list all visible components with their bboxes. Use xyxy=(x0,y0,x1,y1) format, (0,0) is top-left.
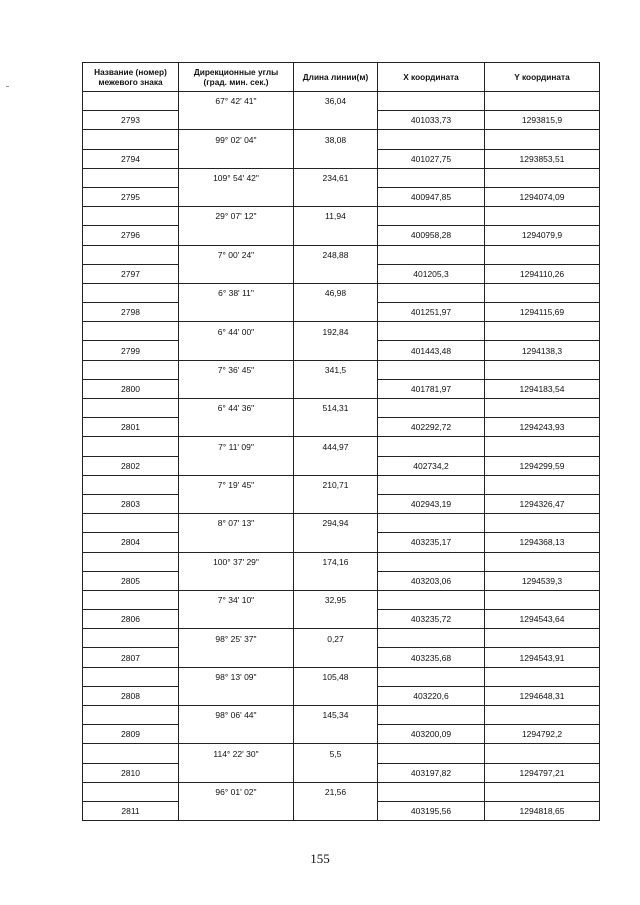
line-length-cell: 248,88 xyxy=(294,245,378,264)
y-coordinate-cell xyxy=(485,92,600,111)
x-coordinate-cell xyxy=(378,629,485,648)
marker-name-cell: 2798 xyxy=(83,303,179,322)
line-length-cell: 234,61 xyxy=(294,168,378,187)
table-row xyxy=(83,322,600,341)
line-length-cell xyxy=(294,801,378,820)
x-coordinate-cell xyxy=(378,322,485,341)
table-row xyxy=(83,571,600,590)
line-length-cell xyxy=(294,418,378,437)
marker-name-cell: 2804 xyxy=(83,533,179,552)
x-coordinate-cell: 403200,09 xyxy=(378,725,485,744)
table-row xyxy=(83,226,600,245)
x-coordinate-cell xyxy=(378,437,485,456)
header-marker-name: Название (номер) межевого знака xyxy=(83,63,179,92)
table-body xyxy=(83,92,600,821)
marker-name-cell xyxy=(83,590,179,609)
table-row xyxy=(83,533,600,552)
y-coordinate-cell: 1294797,21 xyxy=(485,763,600,782)
line-length-cell xyxy=(294,571,378,590)
y-coordinate-cell xyxy=(485,130,600,149)
x-coordinate-cell: 402292,72 xyxy=(378,418,485,437)
directional-angle-cell: 7° 11' 09" xyxy=(179,437,294,456)
x-coordinate-cell: 401781,97 xyxy=(378,379,485,398)
header-directional-angles: Дирекционные углы (град. мин. сек.) xyxy=(179,63,294,92)
y-coordinate-cell: 1294299,59 xyxy=(485,456,600,475)
line-length-cell: 0,27 xyxy=(294,629,378,648)
directional-angle-cell xyxy=(179,648,294,667)
y-coordinate-cell xyxy=(485,475,600,494)
marker-name-cell xyxy=(83,706,179,725)
line-length-cell xyxy=(294,686,378,705)
directional-angle-cell xyxy=(179,801,294,820)
directional-angle-cell: 100° 37' 29" xyxy=(179,552,294,571)
x-coordinate-cell: 401443,48 xyxy=(378,341,485,360)
line-length-cell xyxy=(294,763,378,782)
directional-angle-cell: 7° 34' 10" xyxy=(179,590,294,609)
line-length-cell xyxy=(294,610,378,629)
x-coordinate-cell: 401205,3 xyxy=(378,264,485,283)
marker-name-cell: 2796 xyxy=(83,226,179,245)
x-coordinate-cell xyxy=(378,782,485,801)
y-coordinate-cell xyxy=(485,283,600,302)
line-length-cell: 32,95 xyxy=(294,590,378,609)
marker-name-cell: 2802 xyxy=(83,456,179,475)
directional-angle-cell: 99° 02' 04" xyxy=(179,130,294,149)
line-length-cell: 210,71 xyxy=(294,475,378,494)
x-coordinate-cell: 401033,73 xyxy=(378,111,485,130)
y-coordinate-cell: 1294543,91 xyxy=(485,648,600,667)
y-coordinate-cell: 1294648,31 xyxy=(485,686,600,705)
table-row xyxy=(83,494,600,513)
line-length-cell xyxy=(294,187,378,206)
x-coordinate-cell xyxy=(378,399,485,418)
x-coordinate-cell xyxy=(378,744,485,763)
directional-angle-cell xyxy=(179,264,294,283)
table-row xyxy=(83,264,600,283)
table-row xyxy=(83,418,600,437)
marker-name-cell: 2794 xyxy=(83,149,179,168)
table-row xyxy=(83,801,600,820)
table-row xyxy=(83,667,600,686)
x-coordinate-cell xyxy=(378,590,485,609)
line-length-cell: 21,56 xyxy=(294,782,378,801)
line-length-cell: 5,5 xyxy=(294,744,378,763)
marker-name-cell xyxy=(83,322,179,341)
marker-name-cell xyxy=(83,744,179,763)
y-coordinate-cell xyxy=(485,245,600,264)
directional-angle-cell: 109° 54' 42" xyxy=(179,168,294,187)
y-coordinate-cell xyxy=(485,706,600,725)
x-coordinate-cell: 400958,28 xyxy=(378,226,485,245)
x-coordinate-cell xyxy=(378,667,485,686)
y-coordinate-cell: 1294543,64 xyxy=(485,610,600,629)
marker-name-cell: 2808 xyxy=(83,686,179,705)
table-row xyxy=(83,130,600,149)
marker-name-cell xyxy=(83,92,179,111)
marker-name-cell: 2797 xyxy=(83,264,179,283)
x-coordinate-cell xyxy=(378,706,485,725)
x-coordinate-cell: 401027,75 xyxy=(378,149,485,168)
directional-angle-cell xyxy=(179,341,294,360)
table-row xyxy=(83,706,600,725)
table-row xyxy=(83,283,600,302)
directional-angle-cell: 98° 06' 44" xyxy=(179,706,294,725)
marker-name-cell: 2810 xyxy=(83,763,179,782)
x-coordinate-cell xyxy=(378,552,485,571)
x-coordinate-cell xyxy=(378,168,485,187)
x-coordinate-cell: 403235,72 xyxy=(378,610,485,629)
header-x-coordinate: X координата xyxy=(378,63,485,92)
y-coordinate-cell: 1294539,3 xyxy=(485,571,600,590)
line-length-cell xyxy=(294,379,378,398)
y-coordinate-cell xyxy=(485,552,600,571)
table-row xyxy=(83,245,600,264)
directional-angle-cell xyxy=(179,571,294,590)
marker-name-cell xyxy=(83,629,179,648)
y-coordinate-cell xyxy=(485,437,600,456)
line-length-cell: 174,16 xyxy=(294,552,378,571)
line-length-cell xyxy=(294,341,378,360)
table-row xyxy=(83,590,600,609)
line-length-cell xyxy=(294,648,378,667)
table-row xyxy=(83,92,600,111)
line-length-cell: 145,34 xyxy=(294,706,378,725)
line-length-cell xyxy=(294,226,378,245)
y-coordinate-cell xyxy=(485,667,600,686)
page-number: 155 xyxy=(310,851,330,866)
marker-name-cell xyxy=(83,207,179,226)
table-row xyxy=(83,648,600,667)
directional-angle-cell xyxy=(179,456,294,475)
directional-angle-cell: 7° 19' 45" xyxy=(179,475,294,494)
directional-angle-cell: 7° 00' 24" xyxy=(179,245,294,264)
x-coordinate-cell xyxy=(378,283,485,302)
y-coordinate-cell: 1294326,47 xyxy=(485,494,600,513)
y-coordinate-cell xyxy=(485,399,600,418)
directional-angle-cell xyxy=(179,379,294,398)
marker-name-cell xyxy=(83,399,179,418)
x-coordinate-cell: 403235,17 xyxy=(378,533,485,552)
x-coordinate-cell: 402943,19 xyxy=(378,494,485,513)
x-coordinate-cell xyxy=(378,245,485,264)
table-header-row xyxy=(83,63,600,92)
table-row xyxy=(83,744,600,763)
directional-angle-cell xyxy=(179,725,294,744)
directional-angle-cell: 6° 44' 36" xyxy=(179,399,294,418)
y-coordinate-cell: 1294243,93 xyxy=(485,418,600,437)
y-coordinate-cell xyxy=(485,629,600,648)
directional-angle-cell xyxy=(179,418,294,437)
y-coordinate-cell: 1294368,13 xyxy=(485,533,600,552)
marker-name-cell xyxy=(83,475,179,494)
table-row xyxy=(83,763,600,782)
x-coordinate-cell xyxy=(378,207,485,226)
header-y-coordinate: Y координата xyxy=(485,63,600,92)
y-coordinate-cell: 1294110,26 xyxy=(485,264,600,283)
directional-angle-cell xyxy=(179,303,294,322)
directional-angle-cell: 6° 44' 00" xyxy=(179,322,294,341)
y-coordinate-cell: 1294079,9 xyxy=(485,226,600,245)
line-length-cell: 38,08 xyxy=(294,130,378,149)
table-row xyxy=(83,456,600,475)
directional-angle-cell: 6° 38' 11" xyxy=(179,283,294,302)
marker-name-cell xyxy=(83,245,179,264)
y-coordinate-cell: 1294115,69 xyxy=(485,303,600,322)
directional-angle-cell: 98° 25' 37" xyxy=(179,629,294,648)
marker-name-cell: 2803 xyxy=(83,494,179,513)
boundary-coordinates-table xyxy=(82,62,600,821)
x-coordinate-cell xyxy=(378,130,485,149)
table-row xyxy=(83,399,600,418)
table-row xyxy=(83,725,600,744)
directional-angle-cell xyxy=(179,149,294,168)
x-coordinate-cell: 402734,2 xyxy=(378,456,485,475)
directional-angle-cell xyxy=(179,686,294,705)
directional-angle-cell xyxy=(179,111,294,130)
directional-angle-cell: 96° 01' 02" xyxy=(179,782,294,801)
marker-name-cell xyxy=(83,437,179,456)
line-length-cell: 105,48 xyxy=(294,667,378,686)
table-row xyxy=(83,629,600,648)
y-coordinate-cell xyxy=(485,168,600,187)
y-coordinate-cell xyxy=(485,322,600,341)
directional-angle-cell: 7° 36' 45" xyxy=(179,360,294,379)
y-coordinate-cell xyxy=(485,744,600,763)
y-coordinate-cell: 1293853,51 xyxy=(485,149,600,168)
marker-name-cell: 2800 xyxy=(83,379,179,398)
directional-angle-cell xyxy=(179,533,294,552)
directional-angle-cell xyxy=(179,226,294,245)
marker-name-cell: 2799 xyxy=(83,341,179,360)
table-row xyxy=(83,686,600,705)
marker-name-cell: 2793 xyxy=(83,111,179,130)
line-length-cell: 294,94 xyxy=(294,514,378,533)
directional-angle-cell: 98° 13' 09" xyxy=(179,667,294,686)
line-length-cell: 46,98 xyxy=(294,283,378,302)
y-coordinate-cell: 1294792,2 xyxy=(485,725,600,744)
x-coordinate-cell: 401251,97 xyxy=(378,303,485,322)
x-coordinate-cell xyxy=(378,360,485,379)
x-coordinate-cell: 403220,6 xyxy=(378,686,485,705)
table-row xyxy=(83,303,600,322)
line-length-cell xyxy=(294,149,378,168)
header-line-length: Длина линии(м) xyxy=(294,63,378,92)
x-coordinate-cell xyxy=(378,92,485,111)
marker-name-cell: 2801 xyxy=(83,418,179,437)
directional-angle-cell: 29° 07' 12" xyxy=(179,207,294,226)
marker-name-cell: 2805 xyxy=(83,571,179,590)
table-row xyxy=(83,149,600,168)
table-row xyxy=(83,379,600,398)
x-coordinate-cell: 403195,56 xyxy=(378,801,485,820)
line-length-cell xyxy=(294,456,378,475)
scan-mark xyxy=(6,86,9,87)
directional-angle-cell xyxy=(179,610,294,629)
directional-angle-cell: 8° 07' 13" xyxy=(179,514,294,533)
marker-name-cell: 2806 xyxy=(83,610,179,629)
y-coordinate-cell xyxy=(485,782,600,801)
y-coordinate-cell: 1294138,3 xyxy=(485,341,600,360)
line-length-cell xyxy=(294,494,378,513)
line-length-cell xyxy=(294,725,378,744)
directional-angle-cell xyxy=(179,187,294,206)
line-length-cell: 11,94 xyxy=(294,207,378,226)
y-coordinate-cell: 1294818,65 xyxy=(485,801,600,820)
marker-name-cell xyxy=(83,168,179,187)
table-row xyxy=(83,552,600,571)
x-coordinate-cell: 403235,68 xyxy=(378,648,485,667)
line-length-cell xyxy=(294,303,378,322)
x-coordinate-cell xyxy=(378,514,485,533)
marker-name-cell: 2807 xyxy=(83,648,179,667)
x-coordinate-cell: 400947,85 xyxy=(378,187,485,206)
line-length-cell: 514,31 xyxy=(294,399,378,418)
y-coordinate-cell xyxy=(485,514,600,533)
marker-name-cell: 2811 xyxy=(83,801,179,820)
marker-name-cell xyxy=(83,782,179,801)
marker-name-cell: 2795 xyxy=(83,187,179,206)
line-length-cell: 341,5 xyxy=(294,360,378,379)
directional-angle-cell: 114° 22' 30" xyxy=(179,744,294,763)
table-row xyxy=(83,475,600,494)
x-coordinate-cell: 403197,82 xyxy=(378,763,485,782)
marker-name-cell xyxy=(83,552,179,571)
y-coordinate-cell xyxy=(485,590,600,609)
y-coordinate-cell xyxy=(485,207,600,226)
table-row xyxy=(83,341,600,360)
y-coordinate-cell: 1293815,9 xyxy=(485,111,600,130)
directional-angle-cell xyxy=(179,494,294,513)
table-row xyxy=(83,437,600,456)
line-length-cell xyxy=(294,111,378,130)
line-length-cell: 36,04 xyxy=(294,92,378,111)
line-length-cell: 192,84 xyxy=(294,322,378,341)
marker-name-cell xyxy=(83,360,179,379)
table-row xyxy=(83,782,600,801)
table-row xyxy=(83,360,600,379)
x-coordinate-cell: 403203,06 xyxy=(378,571,485,590)
marker-name-cell: 2809 xyxy=(83,725,179,744)
line-length-cell: 444,97 xyxy=(294,437,378,456)
x-coordinate-cell xyxy=(378,475,485,494)
line-length-cell xyxy=(294,533,378,552)
marker-name-cell xyxy=(83,130,179,149)
marker-name-cell xyxy=(83,667,179,686)
coordinates-sheet xyxy=(82,62,599,821)
marker-name-cell xyxy=(83,514,179,533)
y-coordinate-cell: 1294074,09 xyxy=(485,187,600,206)
y-coordinate-cell xyxy=(485,360,600,379)
table-row xyxy=(83,111,600,130)
line-length-cell xyxy=(294,264,378,283)
table-row xyxy=(83,610,600,629)
table-row xyxy=(83,207,600,226)
y-coordinate-cell: 1294183,54 xyxy=(485,379,600,398)
directional-angle-cell: 67° 42' 41" xyxy=(179,92,294,111)
table-row xyxy=(83,187,600,206)
directional-angle-cell xyxy=(179,763,294,782)
marker-name-cell xyxy=(83,283,179,302)
table-row xyxy=(83,168,600,187)
table-row xyxy=(83,514,600,533)
